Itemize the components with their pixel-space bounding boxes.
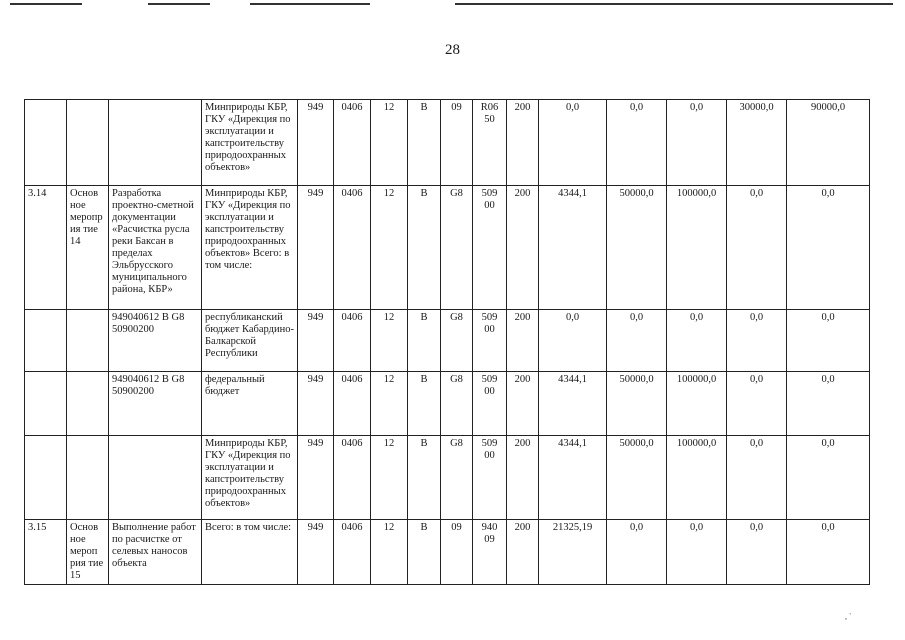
- cell-y4: 0,0: [727, 186, 787, 310]
- cell-num: 3.14: [25, 186, 67, 310]
- cell-p3: 09: [441, 520, 473, 585]
- cell-type: Основ ное мероп рия тие 15: [67, 520, 109, 585]
- cell-rzpr: 0406: [334, 436, 371, 520]
- cell-vr: 200: [507, 310, 539, 372]
- cell-name: Разработка проектно-сметной документации «Расчистка русла реки Баксан в пределах Эльбрусского муниципального района, КБР»: [109, 186, 202, 310]
- table-row: [25, 186, 870, 310]
- cell-resp: Минприроды КБР, ГКУ «Дирекция по эксплуатации и капстроительству природоохранных объектов» Всего: в том числе:: [202, 186, 298, 310]
- cell-y5: 90000,0: [787, 100, 870, 186]
- cell-grbs: 949: [298, 100, 334, 186]
- cell-y5: 0,0: [787, 310, 870, 372]
- cell-p2: В: [408, 310, 441, 372]
- cell-p2: В: [408, 186, 441, 310]
- cell-y4: 0,0: [727, 436, 787, 520]
- cell-y2: 0,0: [607, 100, 667, 186]
- cell-resp: республиканский бюджет Кабардино-Балкарской Республики: [202, 310, 298, 372]
- cell-type: Основ ное меропр ия тие 14: [67, 186, 109, 310]
- cell-y2: 0,0: [607, 520, 667, 585]
- cell-vr: 200: [507, 372, 539, 436]
- cell-y3: 100000,0: [667, 436, 727, 520]
- cell-y2: 50000,0: [607, 372, 667, 436]
- cell-grbs: 949: [298, 186, 334, 310]
- cell-p3: G8: [441, 372, 473, 436]
- cell-vr: 200: [507, 520, 539, 585]
- cell-type: [67, 436, 109, 520]
- cell-p1: 12: [371, 372, 408, 436]
- cell-type: [67, 100, 109, 186]
- cell-num: [25, 310, 67, 372]
- cell-num: [25, 436, 67, 520]
- cell-name: Выполнение работ по расчистке от селевых наносов объекта: [109, 520, 202, 585]
- cell-p3: 09: [441, 100, 473, 186]
- cell-y3: 100000,0: [667, 372, 727, 436]
- cell-y5: 0,0: [787, 186, 870, 310]
- cell-y5: 0,0: [787, 520, 870, 585]
- cell-p1: 12: [371, 520, 408, 585]
- cell-num: [25, 372, 67, 436]
- cell-y4: 0,0: [727, 310, 787, 372]
- cell-name: [109, 436, 202, 520]
- table-row: [25, 436, 870, 520]
- table-row: [25, 520, 870, 585]
- cell-resp: федеральный бюджет: [202, 372, 298, 436]
- cell-name: 949040612 В G8 50900200: [109, 310, 202, 372]
- cell-rzpr: 0406: [334, 100, 371, 186]
- cell-resp: Минприроды КБР, ГКУ «Дирекция по эксплуатации и капстроительству природоохранных объектов»: [202, 436, 298, 520]
- cell-grbs: 949: [298, 520, 334, 585]
- cell-y2: 50000,0: [607, 436, 667, 520]
- cell-rzpr: 0406: [334, 372, 371, 436]
- cell-p4: R06 50: [473, 100, 507, 186]
- cell-name: [109, 100, 202, 186]
- table-row: [25, 310, 870, 372]
- scan-artifact: [455, 3, 893, 5]
- cell-rzpr: 0406: [334, 186, 371, 310]
- cell-grbs: 949: [298, 372, 334, 436]
- cell-grbs: 949: [298, 310, 334, 372]
- table-row: [25, 100, 870, 186]
- cell-y1: 21325,19: [539, 520, 607, 585]
- cell-p1: 12: [371, 436, 408, 520]
- cell-y3: 0,0: [667, 310, 727, 372]
- cell-y1: 4344,1: [539, 186, 607, 310]
- cell-p2: В: [408, 372, 441, 436]
- cell-p1: 12: [371, 310, 408, 372]
- cell-y5: 0,0: [787, 436, 870, 520]
- cell-p3: G8: [441, 436, 473, 520]
- cell-y3: 0,0: [667, 520, 727, 585]
- cell-p1: 12: [371, 100, 408, 186]
- cell-y5: 0,0: [787, 372, 870, 436]
- cell-p2: В: [408, 436, 441, 520]
- cell-type: [67, 372, 109, 436]
- cell-y2: 50000,0: [607, 186, 667, 310]
- cell-y4: 30000,0: [727, 100, 787, 186]
- cell-y3: 100000,0: [667, 186, 727, 310]
- scan-artifact: [148, 3, 210, 5]
- cell-p3: G8: [441, 310, 473, 372]
- cell-type: [67, 310, 109, 372]
- scan-artifact: [250, 3, 370, 5]
- cell-y1: 4344,1: [539, 436, 607, 520]
- cell-p1: 12: [371, 186, 408, 310]
- budget-table: [24, 99, 870, 585]
- cell-vr: 200: [507, 436, 539, 520]
- cell-y2: 0,0: [607, 310, 667, 372]
- cell-resp: Всего: в том числе:: [202, 520, 298, 585]
- scan-artifact: [10, 3, 82, 5]
- page-number: 28: [445, 42, 460, 58]
- table-row: [25, 372, 870, 436]
- cell-p4: 509 00: [473, 310, 507, 372]
- cell-y4: 0,0: [727, 372, 787, 436]
- cell-p4: 509 00: [473, 372, 507, 436]
- cell-name: 949040612 В G8 50900200: [109, 372, 202, 436]
- cell-p2: В: [408, 100, 441, 186]
- cell-vr: 200: [507, 100, 539, 186]
- cell-rzpr: 0406: [334, 310, 371, 372]
- cell-p2: В: [408, 520, 441, 585]
- cell-y1: 0,0: [539, 310, 607, 372]
- cell-resp: Минприроды КБР, ГКУ «Дирекция по эксплуатации и капстроительству природоохранных объектов»: [202, 100, 298, 186]
- cell-y4: 0,0: [727, 520, 787, 585]
- cell-p4: 509 00: [473, 186, 507, 310]
- cell-y1: 0,0: [539, 100, 607, 186]
- cell-p4: 940 09: [473, 520, 507, 585]
- cell-rzpr: 0406: [334, 520, 371, 585]
- corner-mark: , `: [845, 612, 852, 621]
- cell-p4: 509 00: [473, 436, 507, 520]
- cell-vr: 200: [507, 186, 539, 310]
- cell-y1: 4344,1: [539, 372, 607, 436]
- cell-p3: G8: [441, 186, 473, 310]
- cell-y3: 0,0: [667, 100, 727, 186]
- cell-grbs: 949: [298, 436, 334, 520]
- cell-num: [25, 100, 67, 186]
- cell-num: 3.15: [25, 520, 67, 585]
